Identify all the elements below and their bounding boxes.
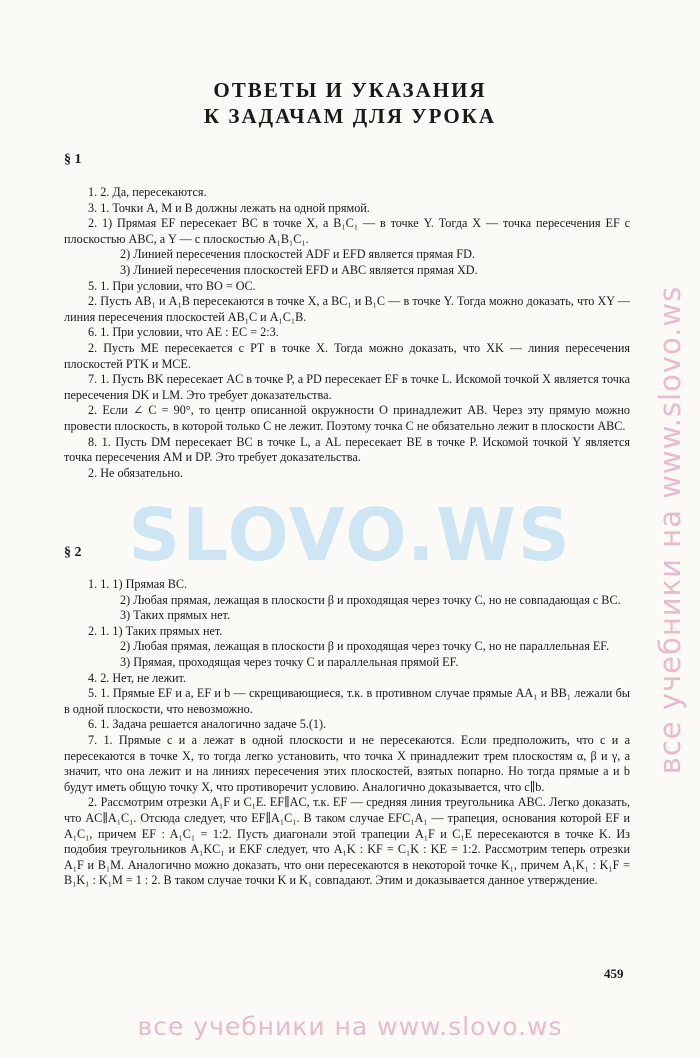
page-number: 459 — [604, 966, 624, 981]
watermark-side-text: все учебники на www.slovo.ws — [653, 285, 687, 775]
answer-paragraph: 5. 1. Прямые EF и a, EF и b — скрещивающиеся, т.к. в противном случае прямые AA₁ и BB₁ лежали бы в одной плоскости, что невозможно. — [64, 686, 630, 716]
answer-paragraph: 2. Пусть ME пересекается с PT в точке X. Тогда можно доказать, что XK — линия пересечения плоскостей PTK и MCE. — [64, 340, 630, 371]
watermark-side — [645, 150, 695, 910]
answer-paragraph: 1. 2. Да, пересекаются. — [88, 185, 207, 199]
answer-paragraph: 1. 1. 1) Прямая BC. — [88, 577, 188, 591]
answer-paragraph: 7. 1. Пусть BK пересекает AC в точке P, а PD пересекает EF в точке L. Искомой точкой X является точка пересечения DK и LM. Это требует доказательства. — [64, 372, 630, 402]
answer-paragraph: 3. 1. Точки A, M и B должны лежать на одной прямой. — [88, 200, 370, 215]
answer-paragraph: 5. 1. При условии, что BO = OC. — [88, 278, 256, 293]
watermark-center: SLOVO.WS — [128, 493, 572, 577]
section-1-heading: § 1 — [64, 152, 82, 167]
answer-paragraph: 4. 2. Нет, не лежит. — [88, 670, 186, 685]
answer-paragraph: 2. Не обязательно. — [88, 465, 183, 480]
answer-paragraph: 2. 1) Прямая EF пересекает BC в точке X, а B₁C₁ — в точке Y. Тогда X — точка пересечения EF с плоскостью ABC, а Y — с плоскостью A₁B₁C₁. — [64, 216, 630, 246]
answer-paragraph: 3) Таких прямых нет. — [120, 608, 230, 623]
section-2-body — [64, 577, 630, 889]
answer-paragraph: 2) Линией пересечения плоскостей ADF и EFD является прямая FD. — [120, 247, 475, 262]
answer-paragraph: 2) Любая прямая, лежащая в плоскости β и проходящая через точку C, но не параллельная EF. — [120, 639, 610, 654]
section-2-heading: § 2 — [64, 545, 82, 560]
answer-paragraph: 2) Любая прямая, лежащая в плоскости β и проходящая через точку C, но не совпадающая с BC. — [120, 592, 621, 607]
answer-paragraph: 3) Прямая, проходящая через точку C и параллельная прямой EF. — [120, 654, 459, 669]
answer-paragraph: 3) Линией пересечения плоскостей EFD и ABC является прямая XD. — [120, 262, 478, 277]
section-1-body — [64, 185, 630, 481]
answer-paragraph: 6. 1. Задача решается аналогично задаче 5.(1). — [88, 717, 327, 732]
answer-paragraph: 2. Если ∠ C = 90°, то центр описанной окружности O принадлежит AB. Через эту прямую можно провести плоскость, в которой только C не лежит. Поэтому точка C не обязательно лежит в плоскости ABC. — [64, 403, 630, 433]
answer-paragraph: 2. Пусть AB₁ и A₁B пересекаются в точке X, а BC₁ и B₁C — в точке Y. Тогда можно доказать, что XY — линия пересечения плоскостей AB₁C и A₁C₁B. — [64, 294, 630, 324]
answer-paragraph: 7. 1. Прямые c и a лежат в одной плоскости и не пересекаются. Если предположить, что c и a пересекаются в точке X, то тогда легко установить, что точка X принадлежит трем плоскостям α, β и γ, а значит, что она лежит и на линиях пересечения этих плоскостей, взятых попарно. Но тогда прямые a и b будут иметь общую точку X, что противоречит условию. Аналогично доказывается, что c∥b. — [64, 732, 630, 794]
answer-paragraph: 8. 1. Пусть DM пересекает BC в точке L, а AL пересекает BE в точке P. Искомой точкой Y является точка пересечения AM и DP. Это требует доказательства. — [64, 434, 630, 465]
page-title-line-1: ОТВЕТЫ И УКАЗАНИЯ — [213, 78, 487, 102]
watermark-bottom: все учебники на www.slovo.ws — [137, 1012, 563, 1041]
answer-paragraph: 2. Рассмотрим отрезки A₁F и C₁E. EF∥AC, т.к. EF — средняя линия треугольника ABC. Легко доказать, что AC∥A₁C₁. Отсюда следует, что EF∥A₁C₁. В таком случае EFC₁A₁ — трапеция, основания которой EF и A₁C₁, причем EF : A₁C₁ = 1:2. Пусть диагонали этой трапеции A₁F и C₁E пересекаются в точке K. Из подобия треугольников A₁KC₁ и EKF следует, что A₁K : KF = C₁K : KE = 1:2. Рассмотрим теперь отрезки A₁F и B₁M. Аналогично можно доказать, что они пересекаются в некоторой точке K₁, причем A₁K₁ : K₁F = B₁K₁ : K₁M = 1 : 2. В таком случае точки K и K₁ совпадают. Этим и доказывается данное утверждение. — [64, 795, 630, 888]
page-title-line-2: К ЗАДАЧАМ ДЛЯ УРОКА — [203, 104, 497, 128]
answer-paragraph: 2. 1. 1) Таких прямых нет. — [88, 623, 223, 638]
answer-paragraph: 6. 1. При условии, что AE : EC = 2:3. — [88, 325, 279, 340]
